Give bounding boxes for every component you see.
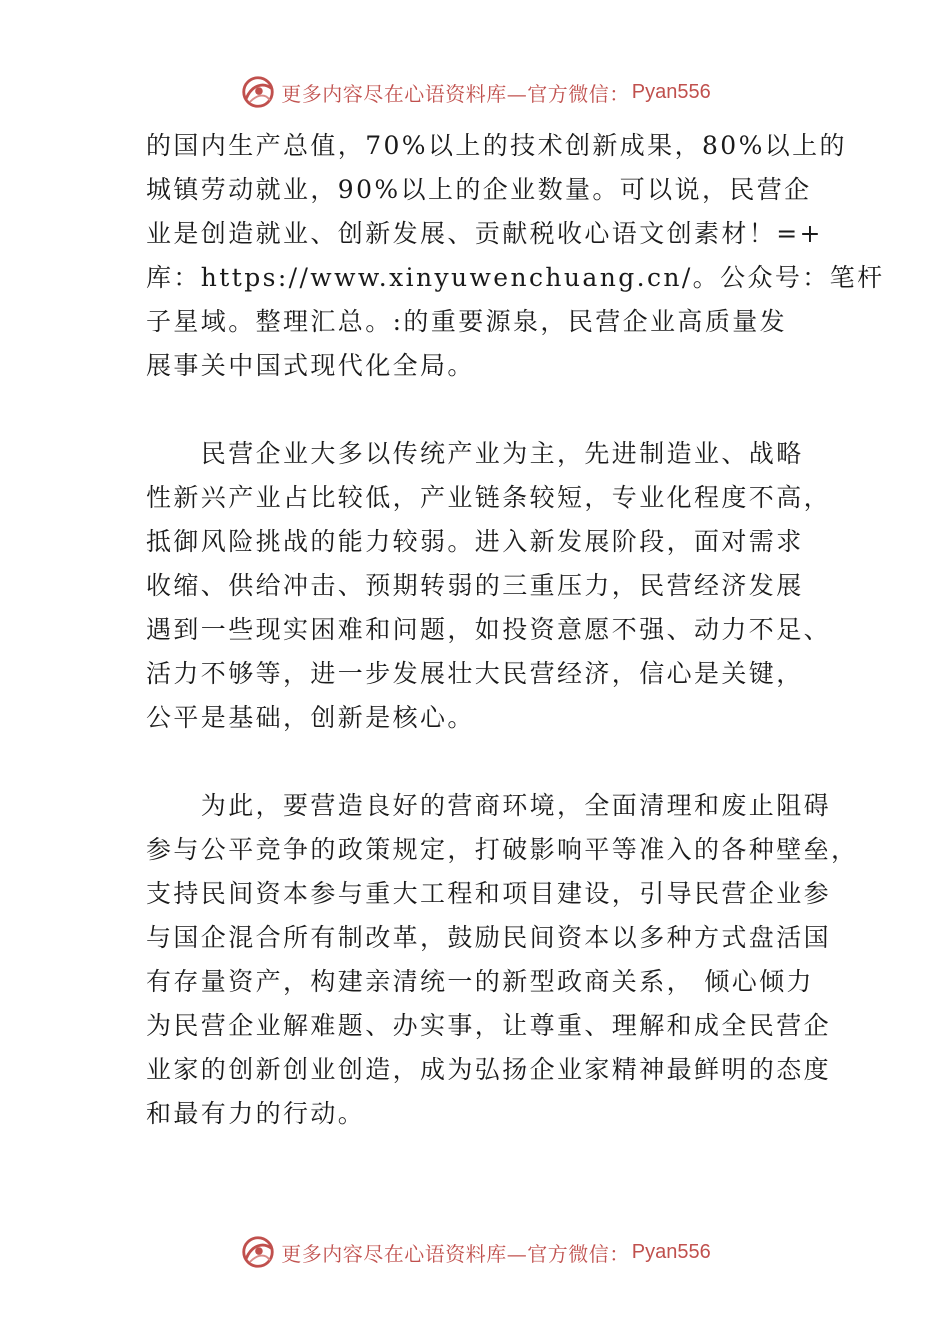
text-line: 活力不够等，进一步发展壮大民营经济，信心是关键， <box>146 659 804 688</box>
text-line: 公平是基础，创新是核心。 <box>146 703 475 732</box>
text-line: 展事关中国式现代化全局。 <box>146 351 475 380</box>
text-line: 遇到一些现实困难和问题，如投资意愿不强、动力不足、 <box>146 615 832 644</box>
footer-banner <box>0 1230 950 1274</box>
text-line: 与国企混合所有制改革，鼓励民间资本以多种方式盘活国 <box>146 923 832 952</box>
text-line: 业家的创新创业创造，成为弘扬企业家精神最鲜明的态度 <box>146 1055 832 1084</box>
paragraph-gap <box>146 740 836 784</box>
text-line: 收缩、供给冲击、预期转弱的三重压力，民营经济发展 <box>146 571 804 600</box>
paragraph-1 <box>146 124 885 388</box>
banner-text: 更多内容尽在心语资料库—官方微信： <box>281 81 630 106</box>
text-line: 和最有力的行动。 <box>146 1099 366 1128</box>
text-line: 有存量资产，构建亲清统一的新型政商关系， 倾心倾力 <box>146 967 814 996</box>
swirl-logo-icon <box>239 1233 277 1271</box>
wechat-id: Pyan556 <box>631 1240 711 1263</box>
document-body <box>146 124 885 1136</box>
text-line: 子星域。整理汇总。:的重要源泉，民营企业高质量发 <box>146 307 788 336</box>
text-line: 为民营企业解难题、办实事，让尊重、理解和成全民营企 <box>146 1011 832 1040</box>
text-line: 城镇劳动就业，90%以上的企业数量。可以说，民营企 <box>146 175 812 204</box>
text-line: 支持民间资本参与重大工程和项目建设，引导民营企业参 <box>146 879 832 908</box>
text-line: 性新兴产业占比较低，产业链条较短，专业化程度不高， <box>146 483 832 512</box>
text-line: 参与公平竞争的政策规定，打破影响平等准入的各种壁垒， <box>146 835 859 864</box>
text-line: 民营企业大多以传统产业为主，先进制造业、战略 <box>146 439 804 468</box>
text-line: 库：https://www.xinyuwenchuang.cn/。公众号：笔杆 <box>146 263 885 292</box>
paragraph-2 <box>146 432 836 740</box>
banner-text: 更多内容尽在心语资料库—官方微信： <box>281 1241 630 1266</box>
wechat-id: Pyan556 <box>631 80 711 103</box>
text-line: 为此，要营造良好的营商环境，全面清理和废止阻碍 <box>146 791 832 820</box>
paragraph-3 <box>146 784 859 1136</box>
text-line: 抵御风险挑战的能力较弱。进入新发展阶段，面对需求 <box>146 527 804 556</box>
text-line: 业是创造就业、创新发展、贡献税收心语文创素材！=+ <box>146 219 823 248</box>
paragraph-gap <box>146 388 836 432</box>
swirl-logo-icon <box>239 73 277 111</box>
header-banner <box>0 70 950 114</box>
text-line: 的国内生产总值，70%以上的技术创新成果，80%以上的 <box>146 131 847 160</box>
